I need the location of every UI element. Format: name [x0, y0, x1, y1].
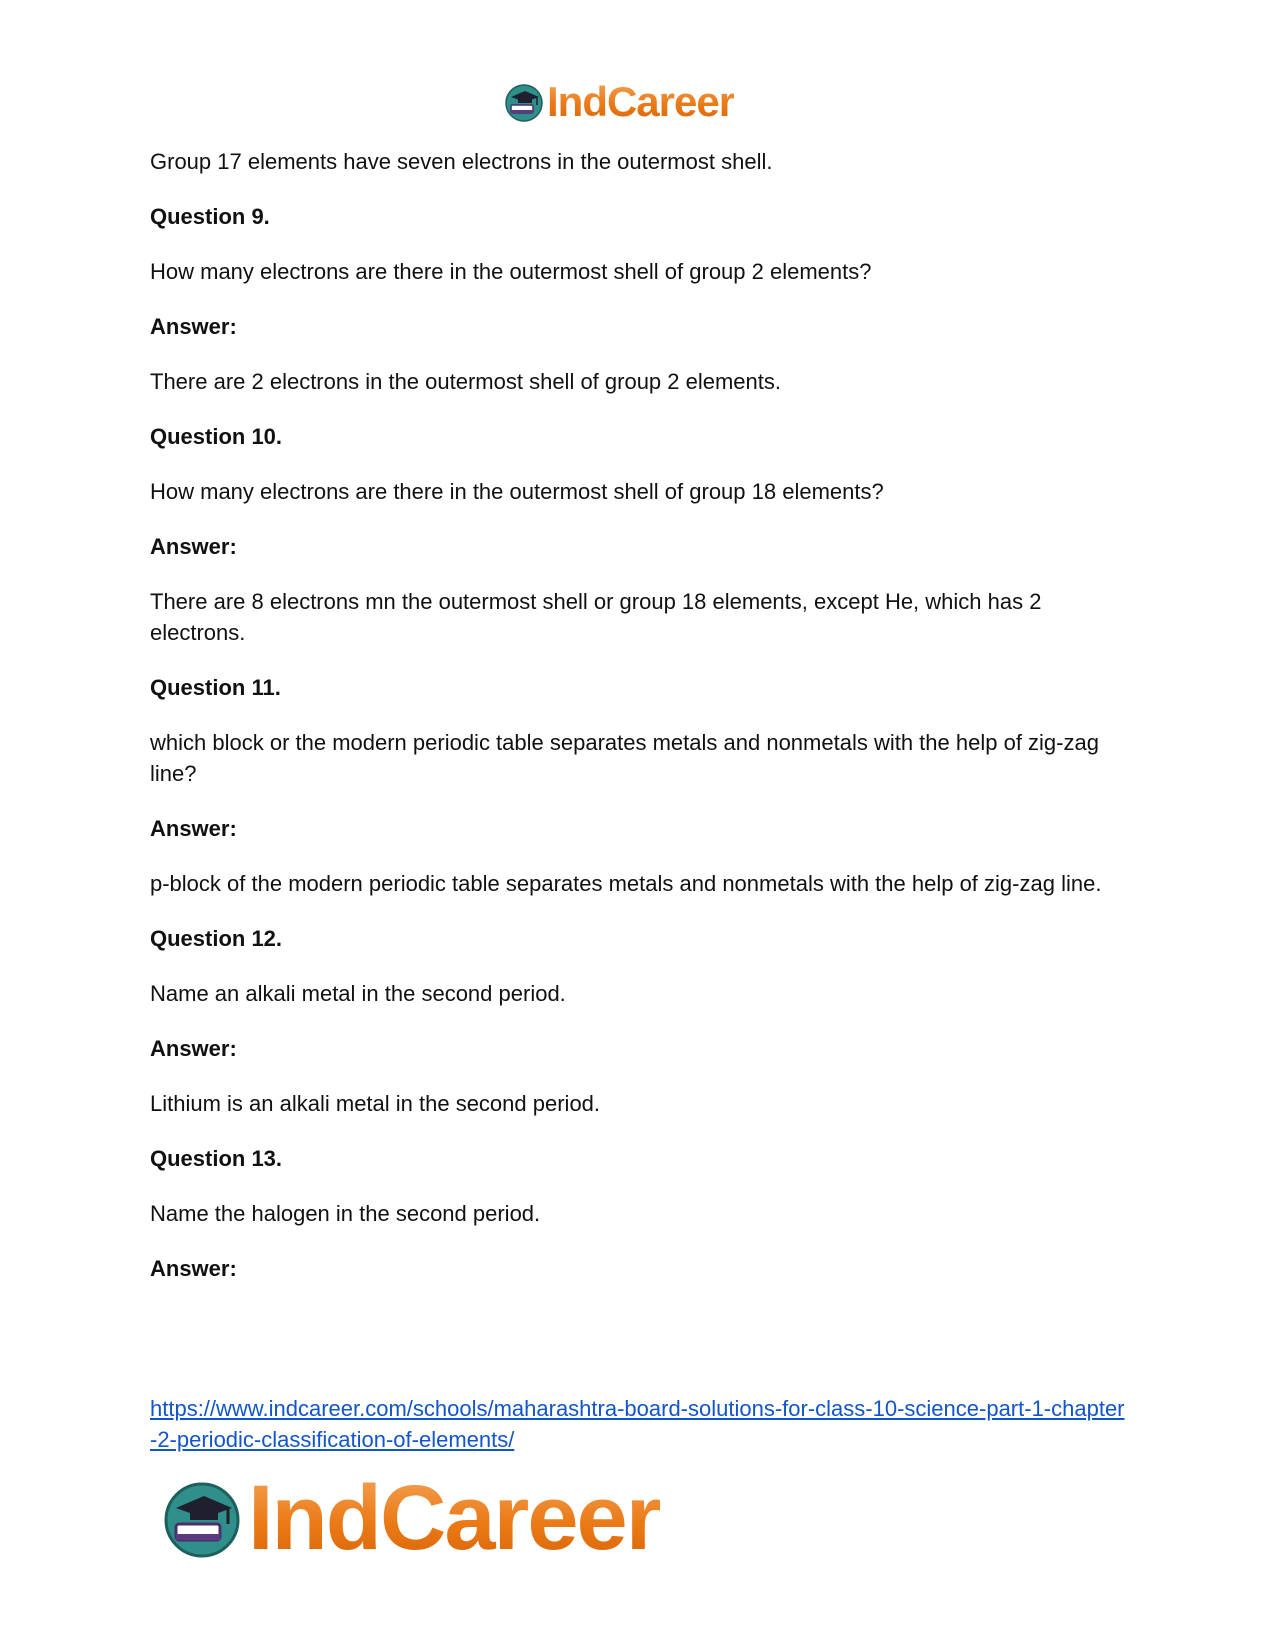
answer-13-label: Answer: [150, 1256, 237, 1281]
question-10-label: Question 10. [150, 424, 283, 449]
intro-answer-text: Group 17 elements have seven electrons in the outermost shell. [150, 149, 773, 174]
header-logo-text: IndCareer [547, 78, 735, 125]
answer-10-text: There are 8 electrons mn the outermost shell or group 18 elements, except He, which has 2 electrons. [150, 589, 1042, 645]
question-11-text: which block or the modern periodic table separates metals and nonmetals with the help of zig-zag line? [150, 730, 1099, 786]
question-13-label: Question 13. [150, 1146, 283, 1171]
question-13-text: Name the halogen in the second period. [150, 1201, 541, 1226]
document-body [150, 146, 1110, 1308]
answer-11-text: p-block of the modern periodic table separates metals and nonmetals with the help of zig-zag line. [150, 871, 1102, 896]
header-logo [503, 78, 734, 126]
answer-10-label: Answer: [150, 534, 237, 559]
question-9-text: How many electrons are there in the outermost shell of group 2 elements? [150, 259, 872, 284]
answer-12-label: Answer: [150, 1036, 237, 1061]
answer-12-text: Lithium is an alkali metal in the second period. [150, 1091, 601, 1116]
footer-logo [160, 1468, 660, 1568]
footer-link-block [150, 1393, 1130, 1455]
answer-11-label: Answer: [150, 816, 237, 841]
question-11-label: Question 11. [150, 675, 281, 700]
footer-logo-text: IndCareer [248, 1467, 660, 1569]
graduation-cap-book-globe-icon [503, 81, 545, 123]
question-12-text: Name an alkali metal in the second period. [150, 981, 566, 1006]
graduation-cap-book-globe-icon [160, 1476, 244, 1560]
source-url-link[interactable]: https://www.indcareer.com/schools/maharashtra-board-solutions-for-class-10-science-part-1-chapter-2-periodic-classification-of-elements/ [150, 1396, 1125, 1452]
question-12-label: Question 12. [150, 926, 283, 951]
answer-9-text: There are 2 electrons in the outermost shell of group 2 elements. [150, 369, 782, 394]
answer-9-label: Answer: [150, 314, 237, 339]
question-9-label: Question 9. [150, 204, 270, 229]
question-10-text: How many electrons are there in the outermost shell of group 18 elements? [150, 479, 884, 504]
